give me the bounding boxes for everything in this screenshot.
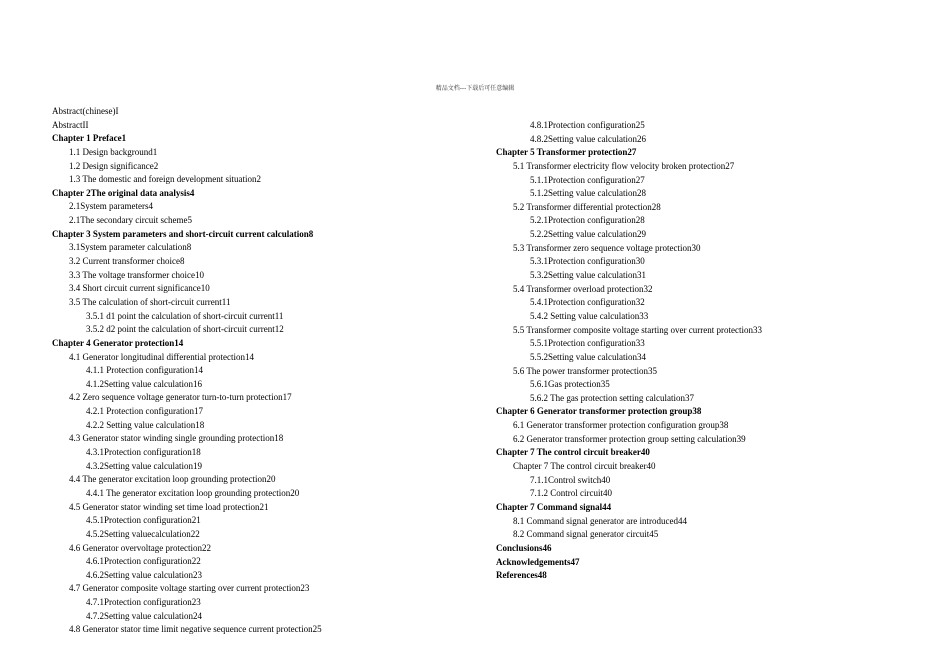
toc-entry[interactable]: 5.1.2Setting value calculation28 <box>530 188 646 199</box>
toc-entry[interactable]: Abstract(chinese)I <box>52 106 119 116</box>
toc-entry[interactable]: 4.7 Generator composite voltage starting over current protection23 <box>69 583 310 594</box>
toc-entry[interactable]: 5.2 Transformer differential protection28 <box>513 201 661 212</box>
toc-entry[interactable]: 4.3.1Protection configuration18 <box>86 447 201 458</box>
toc-entry[interactable]: 5.3.2Setting value calculation31 <box>530 270 646 281</box>
toc-entry[interactable]: 5.4.2 Setting value calculation33 <box>530 310 649 321</box>
toc-entry[interactable]: 5.5.1Protection configuration33 <box>530 338 645 349</box>
toc-entry[interactable]: 4.6 Generator overvoltage protection22 <box>69 542 211 553</box>
toc-entry[interactable]: 5.5 Transformer composite voltage starting over current protection33 <box>513 324 762 335</box>
toc-entry[interactable]: 4.7.1Protection configuration23 <box>86 597 201 608</box>
toc-chapter-entry[interactable]: Chapter 3 System parameters and short-circuit current calculation8 <box>52 228 314 239</box>
toc-chapter-entry[interactable]: Chapter 5 Transformer protection27 <box>496 147 637 158</box>
toc-entry[interactable]: 5.6.2 The gas protection setting calculation37 <box>530 392 695 403</box>
toc-entry[interactable]: 1.2 Design significance2 <box>69 160 159 171</box>
toc-entry[interactable]: 6.1 Generator transformer protection configuration group38 <box>513 420 729 431</box>
toc-chapter-entry[interactable]: Conclusions46 <box>496 542 552 553</box>
toc-entry[interactable]: 3.4 Short circuit current significance10 <box>69 283 210 294</box>
toc-chapter-entry[interactable]: Chapter 1 Preface1 <box>52 133 127 144</box>
toc-entry[interactable]: 3.5.1 d1 point the calculation of short-circuit current11 <box>86 310 284 321</box>
toc-entry[interactable]: 3.5.2 d2 point the calculation of short-circuit current12 <box>86 324 284 335</box>
toc-chapter-entry[interactable]: References48 <box>496 570 547 581</box>
toc-entry[interactable]: 4.6.1Protection configuration22 <box>86 556 201 567</box>
toc-chapter-entry[interactable]: Chapter 7 Command signal44 <box>496 501 612 512</box>
toc-left-column <box>52 105 322 637</box>
toc-entry[interactable]: 4.5.1Protection configuration21 <box>86 515 201 526</box>
toc-entry[interactable]: 4.8.2Setting value calculation26 <box>530 133 646 144</box>
toc-entry[interactable]: 2.1The secondary circuit scheme5 <box>69 215 192 226</box>
toc-entry[interactable]: 4.2.1 Protection configuration17 <box>86 406 203 417</box>
toc-entry[interactable]: 4.5.2Setting valuecalculation22 <box>86 528 200 539</box>
toc-entry[interactable]: 5.6 The power transformer protection35 <box>513 365 658 376</box>
toc-chapter-entry[interactable]: Chapter 2The original data analysis4 <box>52 187 195 198</box>
toc-entry[interactable]: 7.1.2 Control circuit40 <box>530 488 612 499</box>
toc-entry[interactable]: 5.1 Transformer electricity flow velocity broken protection27 <box>513 160 735 171</box>
toc-entry[interactable]: 4.1 Generator longitudinal differential protection14 <box>69 351 255 362</box>
toc-entry[interactable]: 5.3 Transformer zero sequence voltage protection30 <box>513 242 701 253</box>
page-header: 精品文档---下载后可任意编辑 <box>435 85 515 92</box>
toc-entry[interactable]: 5.1.1Protection configuration27 <box>530 174 645 185</box>
toc-chapter-entry[interactable]: Chapter 7 The control circuit breaker40 <box>496 447 650 458</box>
toc-entry[interactable]: 7.1.1Control switch40 <box>530 474 611 485</box>
toc-entry[interactable]: 4.7.2Setting value calculation24 <box>86 610 202 621</box>
toc-chapter-entry[interactable]: Chapter 4 Generator protection14 <box>52 337 184 348</box>
toc-entry[interactable]: Chapter 7 The control circuit breaker40 <box>513 461 656 472</box>
toc-entry[interactable]: 5.6.1Gas protection35 <box>530 379 610 390</box>
toc-entry[interactable]: 5.3.1Protection configuration30 <box>530 256 645 267</box>
toc-entry[interactable]: 6.2 Generator transformer protection group setting calculation39 <box>513 433 746 444</box>
toc-entry[interactable]: 4.4.1 The generator excitation loop grounding protection20 <box>86 487 300 498</box>
toc-entry[interactable]: 3.3 The voltage transformer choice10 <box>69 269 205 280</box>
toc-entry[interactable]: 8.1 Command signal generator are introduced44 <box>513 515 687 526</box>
toc-entry[interactable]: 4.2 Zero sequence voltage generator turn-to-turn protection17 <box>69 392 292 403</box>
toc-chapter-entry[interactable]: Chapter 6 Generator transformer protection group38 <box>496 406 702 417</box>
toc-entry[interactable]: 3.2 Current transformer choice8 <box>69 256 185 267</box>
toc-entry[interactable]: 3.1System parameter calculation8 <box>69 242 192 253</box>
toc-entry[interactable]: 4.3.2Setting value calculation19 <box>86 460 202 471</box>
toc-entry[interactable]: 4.1.1 Protection configuration14 <box>86 365 203 376</box>
toc-entry[interactable]: 4.2.2 Setting value calculation18 <box>86 419 205 430</box>
toc-entry[interactable]: 4.8.1Protection configuration25 <box>530 120 645 130</box>
toc-entry[interactable]: 4.4 The generator excitation loop grounding protection20 <box>69 474 276 485</box>
toc-entry[interactable]: 5.2.2Setting value calculation29 <box>530 229 646 240</box>
toc-entry[interactable]: 4.3 Generator stator winding single grounding protection18 <box>69 433 284 444</box>
toc-entry[interactable]: 1.1 Design background1 <box>69 146 158 157</box>
toc-entry[interactable]: 4.1.2Setting value calculation16 <box>86 378 202 389</box>
toc-entry[interactable]: 2.1System parameters4 <box>69 201 153 212</box>
toc-entry[interactable]: 5.4 Transformer overload protection32 <box>513 283 653 294</box>
toc-entry[interactable]: 3.5 The calculation of short-circuit current11 <box>69 296 231 307</box>
toc-entry[interactable]: 5.2.1Protection configuration28 <box>530 215 645 226</box>
toc-entry[interactable]: 4.5 Generator stator winding set time load protection21 <box>69 501 269 512</box>
toc-chapter-entry[interactable]: Acknowledgements47 <box>496 556 580 567</box>
toc-entry[interactable]: 5.4.1Protection configuration32 <box>530 297 645 308</box>
toc-entry[interactable]: 4.8 Generator stator time limit negative sequence current protection25 <box>69 624 322 635</box>
toc-entry[interactable]: 5.5.2Setting value calculation34 <box>530 351 646 362</box>
toc-right-column <box>496 119 762 583</box>
toc-entry[interactable]: AbstractII <box>52 119 89 130</box>
toc-entry[interactable]: 1.3 The domestic and foreign development situation2 <box>69 174 262 185</box>
toc-entry[interactable]: 8.2 Command signal generator circuit45 <box>513 529 659 540</box>
toc-entry[interactable]: 4.6.2Setting value calculation23 <box>86 569 202 580</box>
